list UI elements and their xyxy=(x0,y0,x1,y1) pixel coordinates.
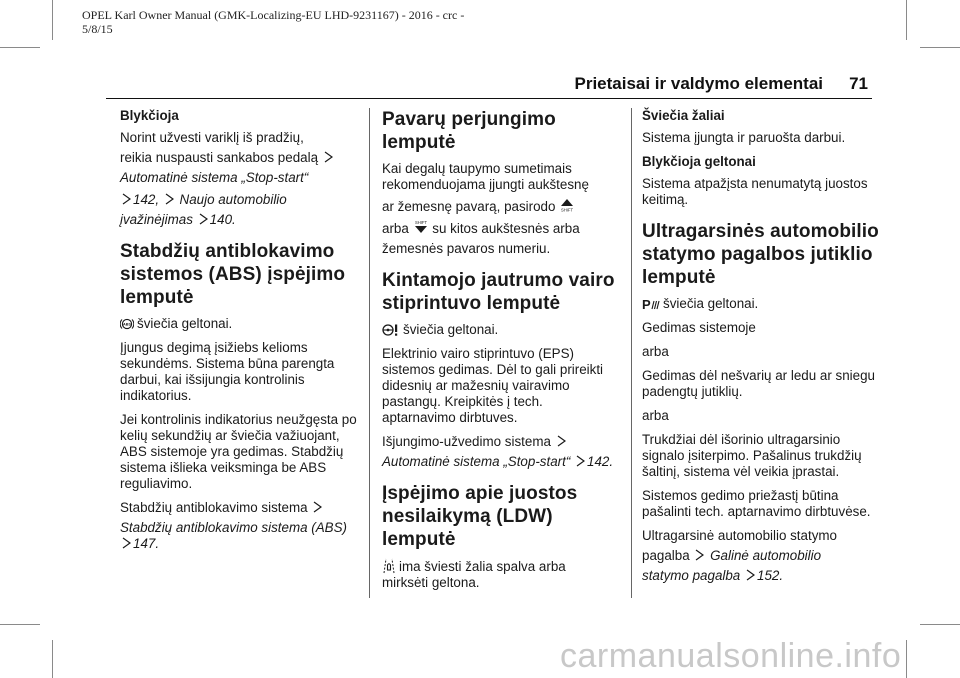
park-or-2: arba xyxy=(642,408,669,423)
abs-heading-line-3: lemputė xyxy=(120,287,194,308)
abs-paragraph-2: Jei kontrolinis indikatorius neužgęsta po kelių sekundžių ar šviečia važiuojant, ABS sistemoje yra gedimas. Stabdžių sistema išlieka veiksminga be ABS reguliavimo. xyxy=(120,412,357,491)
parking-assist-icon xyxy=(642,297,660,311)
ldw-heading-line-1: Įspėjimo apie juostos xyxy=(382,483,578,504)
ldw-heading xyxy=(382,482,620,551)
park-heading xyxy=(642,220,882,289)
shift-up-icon-label: SHIFT xyxy=(561,207,574,213)
manual-identifier xyxy=(82,8,562,36)
svg-text:P: P xyxy=(642,297,651,311)
abs-link-line xyxy=(120,520,358,552)
park-color-line xyxy=(642,296,882,312)
shift-paragraph-b-line xyxy=(382,197,620,215)
abs-link[interactable]: Stabdžių antiblokavimo sistema (ABS) xyxy=(120,520,347,535)
abs-heading-line-1: Stabdžių antiblokavimo xyxy=(120,241,335,262)
cross-reference-arrow-icon xyxy=(199,213,208,225)
eps-heading xyxy=(382,269,620,315)
abs-warning-icon xyxy=(120,317,134,331)
cross-reference-arrow-icon xyxy=(576,455,585,467)
park-paragraph-4: Sistemos gedimo priežastį būtina pašalinti tech. aptarnavimo dirbtuvėse. xyxy=(642,488,871,519)
ldw-paragraph xyxy=(382,558,620,591)
crop-mark xyxy=(52,0,53,40)
park-color-text: šviečia geltonai. xyxy=(663,296,759,311)
header-rule xyxy=(106,98,872,99)
blink-link-1[interactable]: Automatinė sistema „Stop-start“ xyxy=(120,170,309,185)
park-paragraph-3: Trukdžiai dėl išorinio ultragarsinio signalo įsiterpimo. Pašalinus trukdžių šaltinį, sistema vėl veikia įprastai. xyxy=(642,432,862,479)
shift-up-icon xyxy=(559,197,575,213)
column-2 xyxy=(382,108,620,591)
crop-mark xyxy=(920,624,960,625)
ldw-paragraph-b: mirksėti geltona. xyxy=(382,575,480,590)
blink-heading: Blykčioja xyxy=(120,108,179,123)
eps-link-page[interactable]: 142. xyxy=(587,454,614,469)
cross-reference-arrow-icon xyxy=(557,435,566,447)
running-head xyxy=(0,68,960,96)
shift-heading-line-2: lemputė xyxy=(382,132,456,153)
blink-link-1-page[interactable]: 142, xyxy=(133,192,160,207)
column-divider xyxy=(631,108,632,598)
park-paragraph-2: Gedimas dėl nešvarių ar ledu ar sniegu padengtų jutiklių. xyxy=(642,368,875,399)
svg-text:ABS: ABS xyxy=(122,322,132,327)
blink-text-a: Norint užvesti variklį iš pradžių, xyxy=(120,130,304,145)
ldw-paragraph-a: ima šviesti žalia spalva arba xyxy=(399,559,566,574)
abs-link-page[interactable]: 147. xyxy=(133,536,160,551)
blink-text-b: reikia nuspausti sankabos pedalą xyxy=(120,150,319,165)
abs-paragraph-3-line xyxy=(120,500,358,516)
shift-paragraph-e: žemesnės pavaros numeriu. xyxy=(382,241,551,256)
abs-heading xyxy=(120,240,358,309)
park-link-a[interactable]: Galinė automobilio xyxy=(710,548,822,563)
crop-mark xyxy=(906,0,907,40)
park-or-1: arba xyxy=(642,344,669,359)
park-link-page[interactable]: 152. xyxy=(757,568,784,583)
crop-mark xyxy=(52,640,53,678)
crop-mark xyxy=(0,624,40,625)
park-link-line xyxy=(642,568,882,584)
manual-line-2: 5/8/15 xyxy=(82,22,113,36)
column-1 xyxy=(120,108,358,552)
shift-heading xyxy=(382,108,620,154)
lane-departure-icon xyxy=(382,558,396,574)
eps-paragraph-2: Išjungimo-užvedimo sistema xyxy=(382,434,551,449)
abs-heading-line-2: sistemos (ABS) įspėjimo xyxy=(120,264,346,285)
shift-paragraph-c-line xyxy=(382,219,620,237)
park-link-b[interactable]: statymo pagalba xyxy=(642,568,741,583)
park-heading-line-1: Ultragarsinės automobilio xyxy=(642,221,879,242)
cross-reference-arrow-icon xyxy=(324,151,333,163)
blink-link-2a[interactable]: Naujo automobilio xyxy=(179,192,287,207)
blink-link-2-page[interactable]: 140. xyxy=(209,212,236,227)
eps-color-line xyxy=(382,322,620,338)
cross-reference-arrow-icon xyxy=(746,569,755,581)
park-paragraph-5b: pagalba xyxy=(642,548,690,563)
eps-paragraph-1: Elektrinio vairo stiprintuvo (EPS) sistemos gedimas. Dėl to gali prireikti didesnių ar mažesnių vairavimo pastangų. Kreipkitės į tech. aptarnavimo dirbtuves. xyxy=(382,346,604,425)
column-3 xyxy=(642,108,882,584)
yellow-heading: Blykčioja geltonai xyxy=(642,154,756,169)
shift-paragraph-a: Kai degalų taupymo sumetimais rekomenduojama įjungti aukštesnę xyxy=(382,161,589,192)
shift-paragraph-d: su kitos aukštesnės arba xyxy=(432,221,580,236)
green-text: Sistema įjungta ir paruošta darbui. xyxy=(642,130,846,145)
cross-reference-arrow-icon xyxy=(313,501,322,513)
shift-paragraph-b: ar žemesnę pavarą, pasirodo xyxy=(382,199,556,214)
crop-mark xyxy=(0,47,40,48)
ldw-heading-line-2: nesilaikymą (LDW) xyxy=(382,506,553,527)
abs-paragraph-1: Įjungus degimą įsižiebs kelioms sekundėms. Sistema būna parengta darbui, kai išsijungia kontrolinis indikatorius. xyxy=(120,340,335,403)
section-title: Prietaisai ir valdymo elementai xyxy=(574,74,823,93)
eps-heading-line-1: Kintamojo jautrumo vairo xyxy=(382,270,615,291)
watermark: carmanualsonline.info xyxy=(560,637,902,675)
shift-down-icon-label: SHIFT xyxy=(414,220,427,225)
eps-link[interactable]: Automatinė sistema „Stop-start“ xyxy=(382,454,571,469)
shift-heading-line-1: Pavarų perjungimo xyxy=(382,109,556,130)
eps-link-line xyxy=(382,454,620,470)
abs-paragraph-3: Stabdžių antiblokavimo sistema xyxy=(120,500,308,515)
cross-reference-arrow-icon xyxy=(122,537,131,549)
park-paragraph-1: Gedimas sistemoje xyxy=(642,320,756,335)
crop-mark xyxy=(920,47,960,48)
blink-text-b-line xyxy=(120,150,358,166)
yellow-text: Sistema atpažįsta nenumatytą juostos keitimą. xyxy=(642,176,868,207)
park-paragraph-5b-line xyxy=(642,548,882,564)
blink-link-line xyxy=(120,192,358,208)
park-paragraph-5a: Ultragarsinė automobilio statymo xyxy=(642,528,837,543)
column-divider xyxy=(369,108,370,598)
shift-paragraph-c: arba xyxy=(382,221,409,236)
abs-color-text: šviečia geltonai. xyxy=(137,316,233,331)
park-heading-line-3: lemputė xyxy=(642,267,716,288)
cross-reference-arrow-icon xyxy=(122,193,131,205)
page-number: 71 xyxy=(849,74,868,93)
manual-line-1: OPEL Karl Owner Manual (GMK-Localizing-EU LHD-9231167) - 2016 - crc - xyxy=(82,8,465,22)
cross-reference-arrow-icon xyxy=(165,193,174,205)
abs-color-line xyxy=(120,316,358,332)
green-heading: Šviečia žaliai xyxy=(642,108,725,123)
shift-down-icon xyxy=(413,219,429,235)
eps-paragraph-2-line xyxy=(382,434,620,450)
blink-link-2b[interactable]: įvažinėjimas xyxy=(120,212,193,227)
eps-heading-line-2: stiprintuvo lemputė xyxy=(382,293,561,314)
ldw-heading-line-3: lemputė xyxy=(382,529,456,550)
cross-reference-arrow-icon xyxy=(695,549,704,561)
park-heading-line-2: statymo pagalbos jutiklio xyxy=(642,244,873,265)
eps-color-text: šviečia geltonai. xyxy=(403,322,499,337)
blink-link-2-line xyxy=(120,212,358,228)
steering-warning-icon xyxy=(382,323,400,337)
